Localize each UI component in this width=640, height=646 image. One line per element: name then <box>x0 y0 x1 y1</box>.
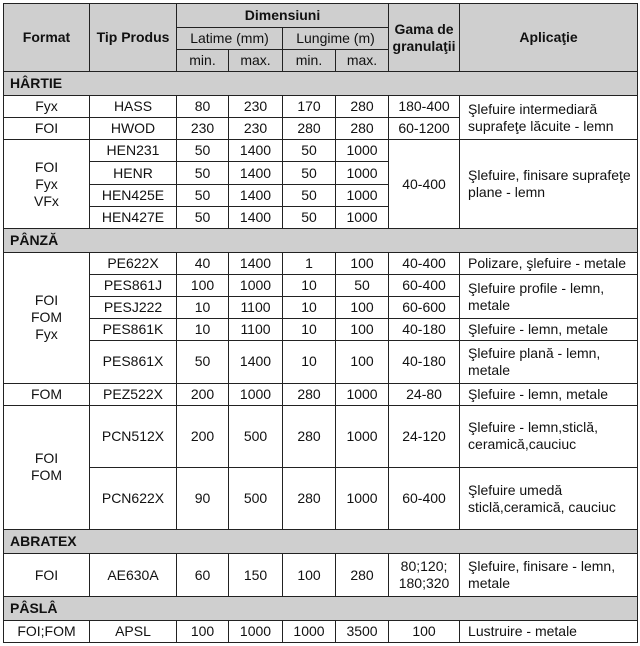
cell-lung-min: 50 <box>283 184 336 206</box>
cell-aplicatie: Şlefuire - lemn, metale <box>460 383 638 405</box>
cell-gama: 80;120; 180;320 <box>389 554 460 596</box>
cell-format: FOI FOM Fyx <box>4 252 90 383</box>
section-title: PÂSLÂ <box>4 596 638 620</box>
cell-lung-min: 1 <box>283 252 336 274</box>
cell-tip: PEZ522X <box>90 383 177 405</box>
cell-lung-max: 1000 <box>336 140 389 162</box>
products-table <box>3 3 638 643</box>
cell-lat-min: 50 <box>177 184 229 206</box>
cell-lat-max: 1400 <box>229 162 283 184</box>
cell-gama: 60-400 <box>389 275 460 297</box>
cell-aplicatie: Şlefuire, finisare suprafeţe plane - lemn <box>460 140 638 228</box>
cell-lat-max: 1400 <box>229 184 283 206</box>
cell-gama: 24-120 <box>389 405 460 467</box>
cell-lung-min: 10 <box>283 341 336 383</box>
cell-lung-min: 50 <box>283 140 336 162</box>
table-row <box>4 319 638 341</box>
cell-lung-min: 10 <box>283 297 336 319</box>
cell-tip: HEN427E <box>90 206 177 228</box>
header-gama: Gama de granulaţii <box>389 4 460 72</box>
table-row <box>4 620 638 642</box>
cell-lat-max: 500 <box>229 467 283 529</box>
cell-tip: PESJ222 <box>90 297 177 319</box>
cell-lat-min: 230 <box>177 118 229 140</box>
section-title: PÂNZĂ <box>4 228 638 252</box>
cell-lung-max: 1000 <box>336 184 389 206</box>
cell-lat-min: 40 <box>177 252 229 274</box>
cell-gama: 40-400 <box>389 252 460 274</box>
header-latime-min: min. <box>177 50 229 72</box>
table-header <box>4 4 638 72</box>
cell-lat-max: 1400 <box>229 341 283 383</box>
cell-gama: 100 <box>389 620 460 642</box>
cell-tip: PES861X <box>90 341 177 383</box>
cell-lung-max: 1000 <box>336 162 389 184</box>
header-latime: Latime (mm) <box>177 28 283 50</box>
cell-gama: 60-1200 <box>389 118 460 140</box>
cell-lung-min: 10 <box>283 319 336 341</box>
cell-aplicatie: Şlefuire plană - lemn, metale <box>460 341 638 383</box>
header-format: Format <box>4 4 90 72</box>
cell-format: Fyx <box>4 96 90 118</box>
cell-lat-max: 1100 <box>229 319 283 341</box>
cell-format: FOI;FOM <box>4 620 90 642</box>
cell-tip: PCN512X <box>90 405 177 467</box>
cell-lat-min: 80 <box>177 96 229 118</box>
cell-lat-max: 150 <box>229 554 283 596</box>
cell-lat-min: 50 <box>177 206 229 228</box>
cell-tip: HEN425E <box>90 184 177 206</box>
table-row <box>4 252 638 274</box>
header-latime-max: max. <box>229 50 283 72</box>
table-row <box>4 140 638 162</box>
cell-lat-max: 500 <box>229 405 283 467</box>
cell-tip: APSL <box>90 620 177 642</box>
cell-format: FOI Fyx VFx <box>4 140 90 228</box>
cell-lung-min: 170 <box>283 96 336 118</box>
cell-lung-min: 50 <box>283 162 336 184</box>
cell-lung-max: 1000 <box>336 206 389 228</box>
cell-tip: PES861K <box>90 319 177 341</box>
cell-lung-min: 1000 <box>283 620 336 642</box>
cell-lat-min: 200 <box>177 383 229 405</box>
cell-gama: 24-80 <box>389 383 460 405</box>
cell-aplicatie: Lustruire - metale <box>460 620 638 642</box>
table-row <box>4 275 638 297</box>
section-row-hartie <box>4 72 638 96</box>
cell-gama: 180-400 <box>389 96 460 118</box>
section-row-abratex <box>4 530 638 554</box>
section-title: HÂRTIE <box>4 72 638 96</box>
cell-lat-max: 1400 <box>229 140 283 162</box>
cell-lung-max: 1000 <box>336 405 389 467</box>
cell-aplicatie: Şlefuire profile - lemn, metale <box>460 275 638 319</box>
cell-gama: 40-180 <box>389 319 460 341</box>
cell-lat-max: 1100 <box>229 297 283 319</box>
cell-lat-min: 10 <box>177 297 229 319</box>
cell-lung-min: 280 <box>283 118 336 140</box>
table-row <box>4 405 638 467</box>
header-dimensiuni: Dimensiuni <box>177 4 389 28</box>
cell-gama: 40-180 <box>389 341 460 383</box>
cell-lat-max: 230 <box>229 118 283 140</box>
cell-lung-min: 280 <box>283 405 336 467</box>
cell-lung-max: 1000 <box>336 383 389 405</box>
cell-lat-max: 230 <box>229 96 283 118</box>
table-row <box>4 383 638 405</box>
cell-gama: 60-600 <box>389 297 460 319</box>
table-row <box>4 96 638 118</box>
cell-tip: PE622X <box>90 252 177 274</box>
cell-format: FOI <box>4 118 90 140</box>
cell-lat-max: 1400 <box>229 206 283 228</box>
cell-tip: HWOD <box>90 118 177 140</box>
table-row <box>4 467 638 529</box>
cell-aplicatie: Şlefuire intermediară suprafeţe lăcuite - lemn <box>460 96 638 140</box>
cell-tip: AE630A <box>90 554 177 596</box>
cell-lung-max: 100 <box>336 252 389 274</box>
cell-lat-min: 60 <box>177 554 229 596</box>
cell-lung-min: 10 <box>283 275 336 297</box>
cell-gama: 40-400 <box>389 140 460 228</box>
cell-lung-max: 280 <box>336 554 389 596</box>
cell-lat-max: 1000 <box>229 275 283 297</box>
table-row <box>4 341 638 383</box>
cell-lat-min: 200 <box>177 405 229 467</box>
cell-lat-min: 50 <box>177 162 229 184</box>
cell-lat-min: 50 <box>177 341 229 383</box>
cell-lung-max: 100 <box>336 341 389 383</box>
header-lungime-max: max. <box>336 50 389 72</box>
cell-lung-min: 50 <box>283 206 336 228</box>
cell-lat-min: 50 <box>177 140 229 162</box>
section-title: ABRATEX <box>4 530 638 554</box>
section-row-panza <box>4 228 638 252</box>
cell-aplicatie: Şlefuire, finisare - lemn, metale <box>460 554 638 596</box>
cell-lung-max: 100 <box>336 297 389 319</box>
cell-lung-max: 1000 <box>336 467 389 529</box>
cell-lat-max: 1000 <box>229 620 283 642</box>
header-aplicatie: Aplicaţie <box>460 4 638 72</box>
cell-aplicatie: Şlefuire - lemn,sticlă, ceramică,cauciuc <box>460 405 638 467</box>
table-row <box>4 554 638 596</box>
cell-lat-min: 10 <box>177 319 229 341</box>
cell-tip: PES861J <box>90 275 177 297</box>
cell-lung-max: 100 <box>336 319 389 341</box>
cell-lung-min: 100 <box>283 554 336 596</box>
header-tip-produs: Tip Produs <box>90 4 177 72</box>
cell-lung-max: 50 <box>336 275 389 297</box>
cell-lung-max: 280 <box>336 118 389 140</box>
header-lungime: Lungime (m) <box>283 28 389 50</box>
cell-lung-max: 3500 <box>336 620 389 642</box>
cell-lat-max: 1400 <box>229 252 283 274</box>
cell-format: FOI FOM <box>4 405 90 530</box>
cell-aplicatie: Şlefuire - lemn, metale <box>460 319 638 341</box>
cell-lung-min: 280 <box>283 467 336 529</box>
section-row-pasla <box>4 596 638 620</box>
cell-lung-min: 280 <box>283 383 336 405</box>
cell-aplicatie: Şlefuire umedă sticlă,ceramică, cauciuc <box>460 467 638 529</box>
cell-tip: HENR <box>90 162 177 184</box>
cell-tip: PCN622X <box>90 467 177 529</box>
cell-format: FOM <box>4 383 90 405</box>
cell-tip: HASS <box>90 96 177 118</box>
cell-lat-max: 1000 <box>229 383 283 405</box>
cell-format: FOI <box>4 554 90 596</box>
cell-lung-max: 280 <box>336 96 389 118</box>
cell-gama: 60-400 <box>389 467 460 529</box>
cell-aplicatie: Polizare, şlefuire - metale <box>460 252 638 274</box>
cell-lat-min: 100 <box>177 275 229 297</box>
cell-tip: HEN231 <box>90 140 177 162</box>
cell-lat-min: 100 <box>177 620 229 642</box>
header-lungime-min: min. <box>283 50 336 72</box>
cell-lat-min: 90 <box>177 467 229 529</box>
